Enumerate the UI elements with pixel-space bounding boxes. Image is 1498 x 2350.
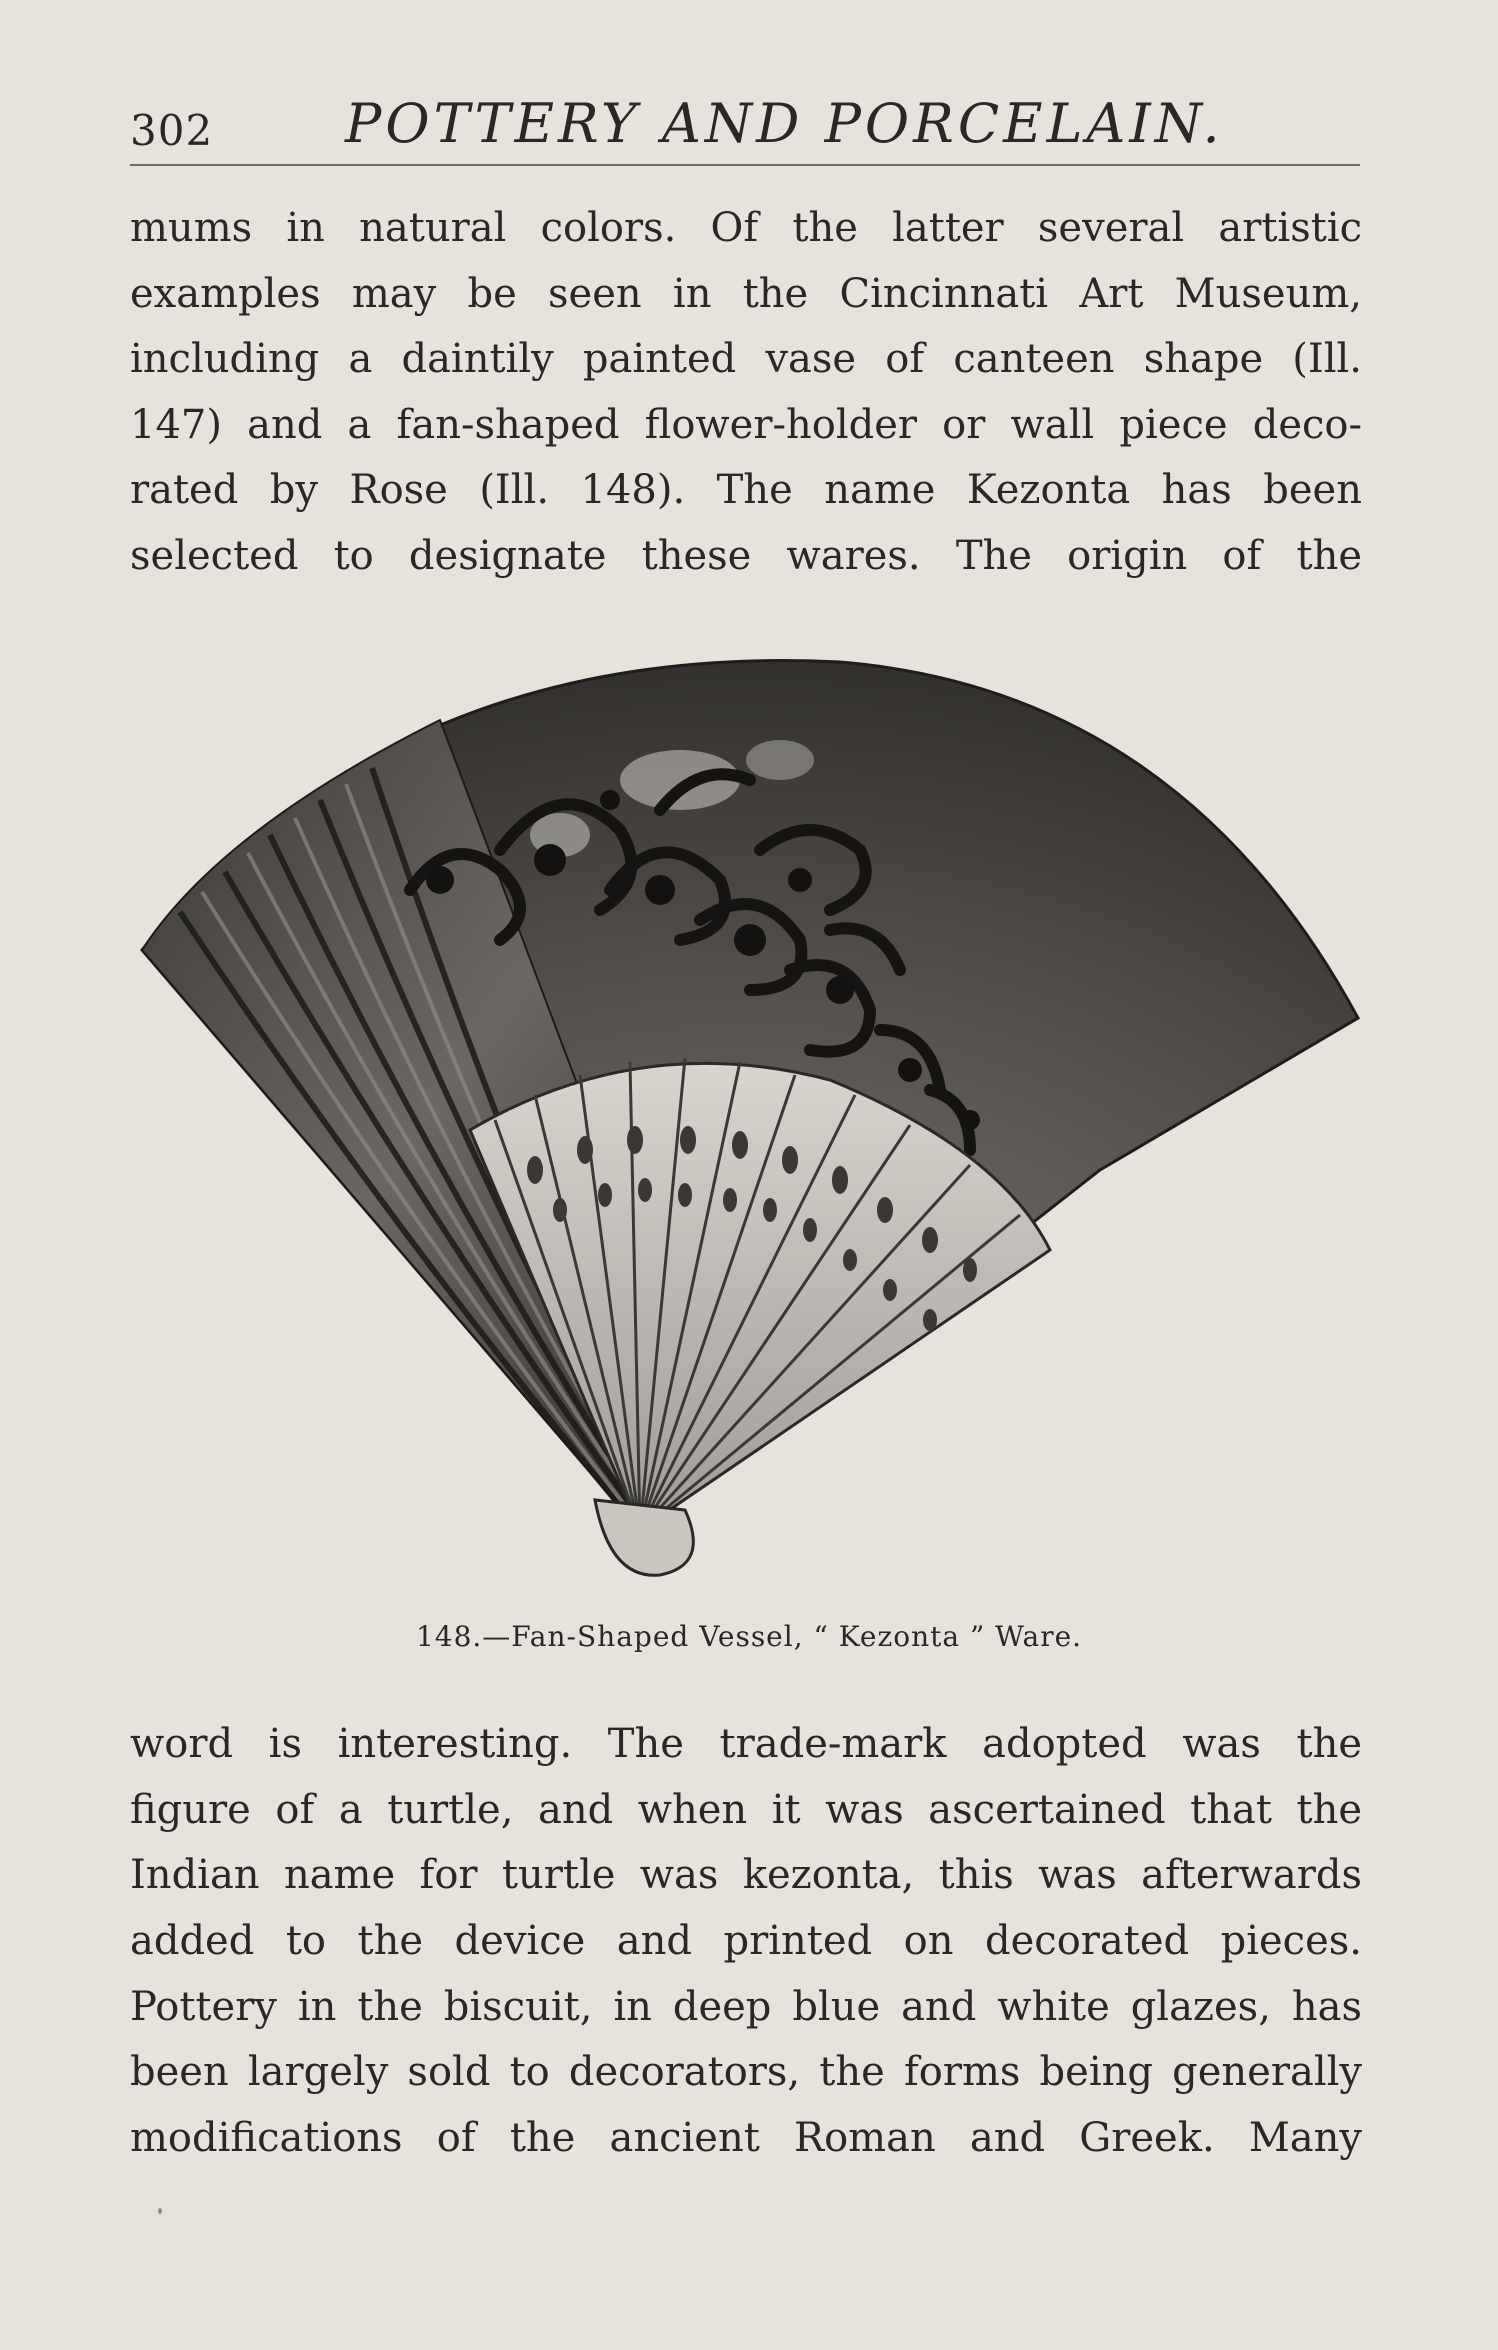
- text-line: figure of a turtle, and when it was ascertained that the: [130, 1786, 1362, 1833]
- text-line: Pottery in the biscuit, in deep blue and white glazes, has: [130, 1983, 1362, 2030]
- text-line: rated by Rose (Ill. 148). The name Kezonta has been: [130, 467, 1362, 513]
- header-rule: [130, 164, 1360, 166]
- text-line: examples may be seen in the Cincinnati Art Museum,: [130, 270, 1362, 317]
- figure-caption: 148.—Fan-Shaped Vessel, “ Kezonta ” Ware.: [415, 1620, 1083, 1653]
- text-line: including a daintily painted vase of canteen shape (Ill.: [130, 336, 1362, 382]
- page-number: 302: [130, 106, 214, 155]
- text-line: added to the device and printed on decorated pieces.: [130, 1918, 1362, 1965]
- paper-speck: [158, 2208, 162, 2214]
- text-line: modifications of the ancient Roman and Greek. Many: [130, 2115, 1362, 2162]
- body-text-bottom: [130, 1712, 1362, 2172]
- fan-vessel-illustration: [140, 650, 1360, 1580]
- text-line: word is interesting. The trade-mark adopted was the: [130, 1721, 1362, 1767]
- body-text-top: [130, 196, 1362, 589]
- text-line: 147) and a fan-shaped flower-holder or wall piece deco-: [130, 401, 1362, 448]
- running-title: POTTERY AND PORCELAIN.: [345, 92, 1224, 155]
- page-header: [130, 92, 1370, 162]
- text-line: selected to designate these wares. The origin of the: [130, 532, 1362, 579]
- text-line: Indian name for turtle was kezonta, this was afterwards: [130, 1852, 1362, 1899]
- text-line: been largely sold to decorators, the forms being generally: [130, 2049, 1362, 2096]
- text-line: mums in natural colors. Of the latter several artistic: [130, 205, 1362, 251]
